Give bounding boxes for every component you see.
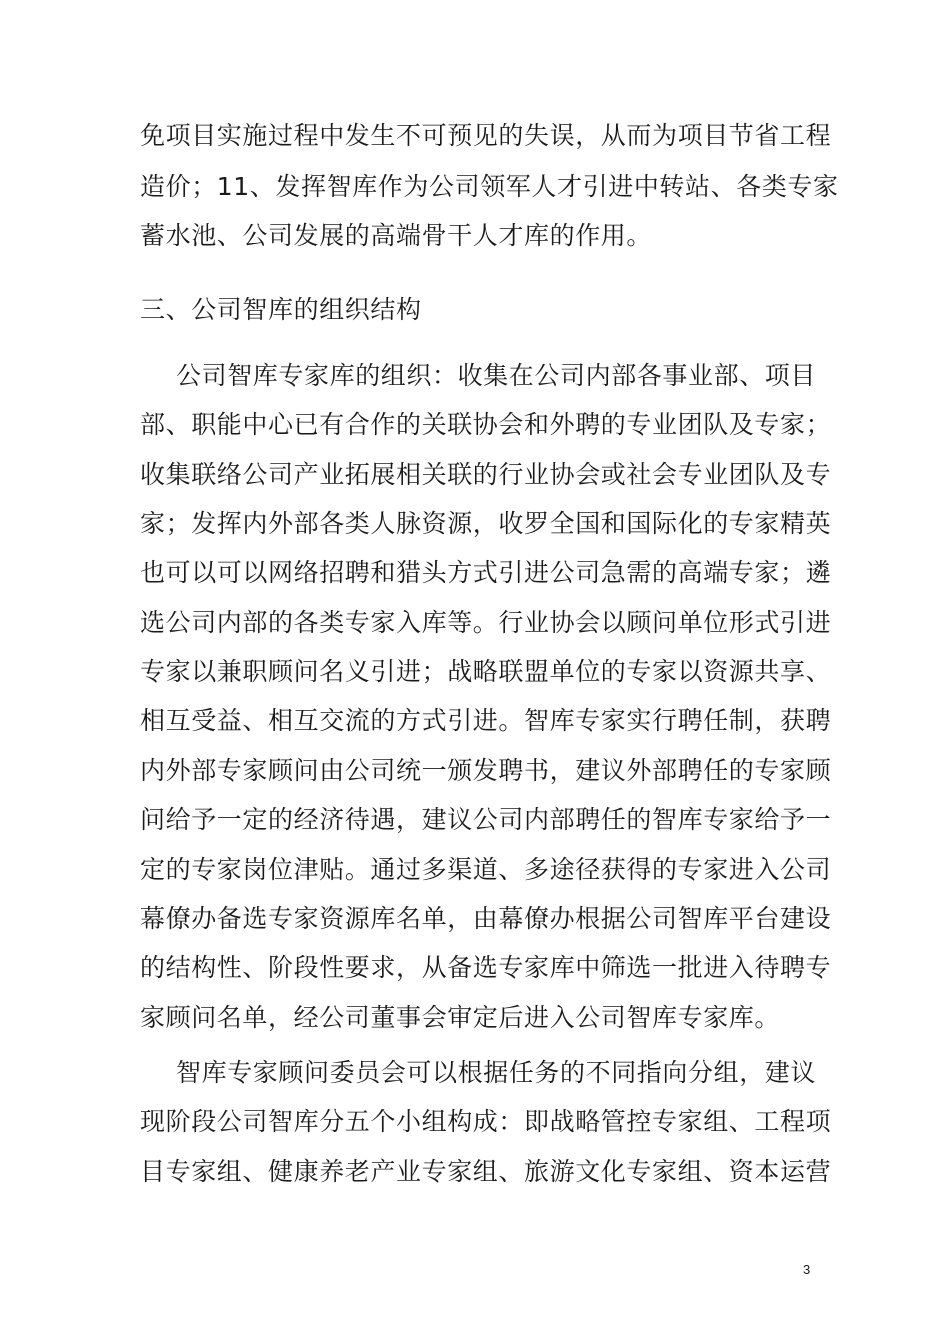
body-text-line: 定的专家岗位津贴。通过多渠道、多途径获得的专家进入公司 (140, 855, 832, 884)
body-text-line: 收集联络公司产业拓展相关联的行业协会或社会专业团队及专 (140, 460, 832, 489)
body-text-line: 也可以可以网络招聘和猎头方式引进公司急需的高端专家；遴 (140, 558, 832, 587)
paragraph-first-line: 公司智库专家库的组织：收集在公司内部各事业部、项目 (176, 361, 817, 390)
body-text-line: 家顾问名单，经公司董事会审定后进入公司智库专家库。 (140, 1003, 781, 1032)
body-text-line: 目专家组、健康养老产业专家组、旅游文化专家组、资本运营 (140, 1157, 832, 1186)
body-text-line: 家；发挥内外部各类人脉资源，收罗全国和国际化的专家精英 (140, 509, 832, 538)
body-text-line: 现阶段公司智库分五个小组构成：即战略管控专家组、工程项 (140, 1107, 832, 1136)
body-text-line: 相互受益、相互交流的方式引进。智库专家实行聘任制，获聘 (140, 706, 832, 735)
body-text-line: 选公司内部的各类专家入库等。行业协会以顾问单位形式引进 (140, 608, 832, 637)
body-text-line: 幕僚办备选专家资源库名单，由幕僚办根据公司智库平台建设 (140, 904, 832, 933)
section-heading: 三、公司智库的组织结构 (140, 295, 422, 324)
body-text-line: 造价；11、发挥智库作为公司领军人才引进中转站、各类专家 (140, 172, 839, 201)
paragraph-first-line: 智库专家顾问委员会可以根据任务的不同指向分组，建议 (176, 1058, 817, 1087)
body-text-line: 部、职能中心已有合作的关联协会和外聘的专业团队及专家； (140, 410, 832, 439)
body-text-line: 内外部专家顾问由公司统一颁发聘书，建议外部聘任的专家顾 (140, 756, 832, 785)
body-text-line: 的结构性、阶段性要求，从备选专家库中筛选一批进入待聘专 (140, 953, 832, 982)
body-text-line: 免项目实施过程中发生不可预见的失误，从而为项目节省工程 (140, 121, 832, 150)
body-text-line: 问给予一定的经济待遇，建议公司内部聘任的智库专家给予一 (140, 805, 832, 834)
page-number: 3 (803, 1262, 811, 1277)
body-text-line: 蓄水池、公司发展的高端骨干人才库的作用。 (140, 221, 653, 250)
body-text-line: 专家以兼职顾问名义引进；战略联盟单位的专家以资源共享、 (140, 657, 832, 686)
